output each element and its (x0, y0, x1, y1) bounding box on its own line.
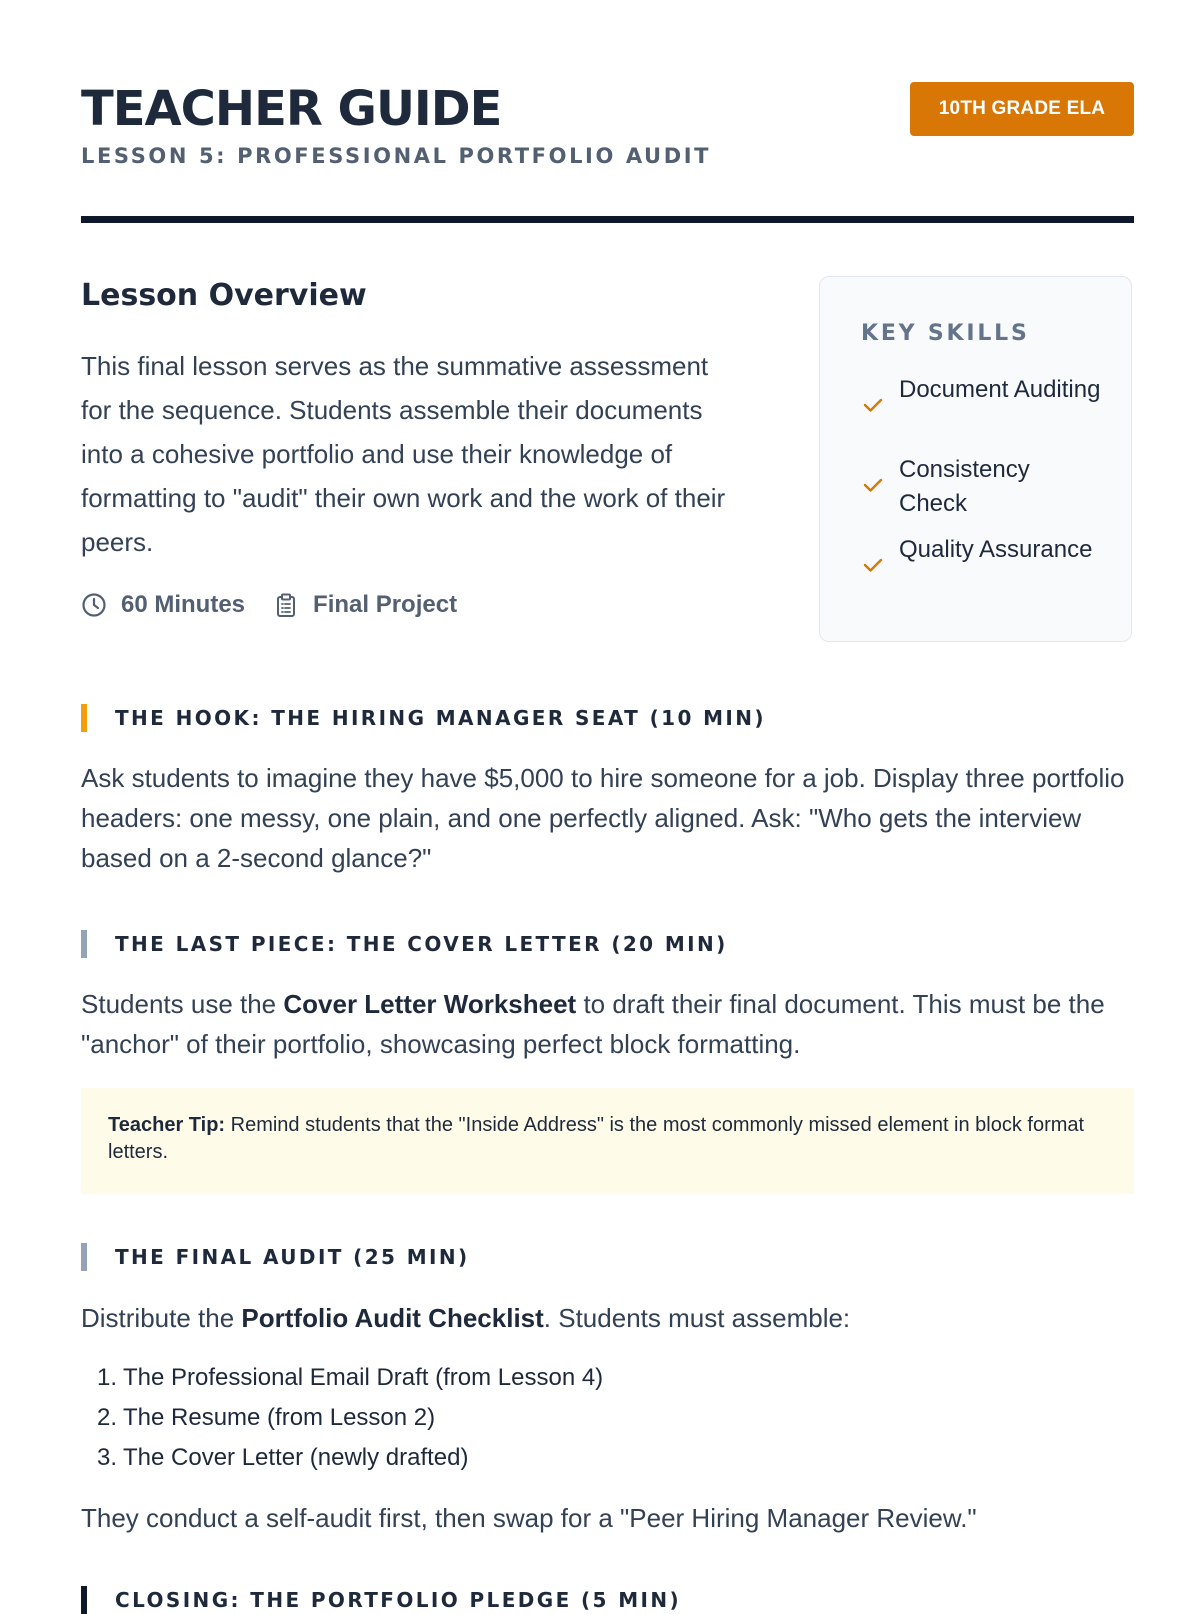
project-label: Final Project (313, 591, 458, 618)
list-item-text: The Cover Letter (newly drafted) (123, 1444, 469, 1471)
skill-label: Quality Assurance (899, 536, 1093, 563)
section-marker (81, 704, 87, 732)
key-skills-heading: KEY SKILLS (861, 321, 1030, 346)
final-audit-closing-text: They conduct a self-audit first, then swap for a "Peer Hiring Manager Review." (81, 1503, 977, 1533)
check-icon (861, 553, 885, 577)
skill-label: Consistency Check (899, 456, 1030, 517)
teacher-tip (81, 1088, 1134, 1194)
clipboard-icon (273, 592, 299, 618)
grade-badge: 10TH GRADE ELA (910, 82, 1134, 136)
list-item-text: The Professional Email Draft (from Lesson 4) (123, 1364, 604, 1391)
skill-item (861, 533, 1101, 577)
key-skills-box (819, 276, 1132, 642)
cover-letter-worksheet-name: Cover Letter Worksheet (283, 989, 577, 1019)
check-icon (861, 473, 885, 497)
check-icon (861, 393, 885, 417)
hook-heading-text: THE HOOK: THE HIRING MANAGER SEAT (10 MIN) (115, 706, 766, 730)
hook-text: Ask students to imagine they have $5,000 to hire someone for a job. Display three portfolio headers: one messy, one plain, and one perfectly aligned. Ask: "Who gets the interview based on a 2-second glance?" (81, 763, 1125, 873)
final-audit-text-after: . Students must assemble: (543, 1303, 851, 1333)
final-audit-text-before: Distribute the (81, 1303, 242, 1333)
list-item-text: The Resume (from Lesson 2) (123, 1404, 436, 1431)
project-meta (273, 591, 457, 619)
audit-checklist-name: Portfolio Audit Checklist (241, 1303, 544, 1333)
page-title: TEACHER GUIDE (81, 81, 502, 137)
final-audit-heading-text: THE FINAL AUDIT (25 MIN) (115, 1245, 470, 1269)
final-audit-text (81, 1298, 1134, 1338)
lesson-meta (81, 588, 485, 622)
section-marker (81, 1586, 87, 1614)
clock-icon (81, 592, 107, 618)
list-item: 2. The Resume (from Lesson 2) (81, 1398, 603, 1438)
final-audit-section-heading (81, 1243, 470, 1271)
skill-item (861, 373, 1101, 417)
header-divider (81, 216, 1134, 223)
closing-heading-text: CLOSING: THE PORTFOLIO PLEDGE (5 MIN) (115, 1588, 682, 1612)
cover-letter-heading-text: THE LAST PIECE: THE COVER LETTER (20 MIN) (115, 932, 728, 956)
section-marker (81, 930, 87, 958)
overview-text: This final lesson serves as the summative assessment for the sequence. Students assemble their documents into a cohesive portfolio and use their knowledge of formatting to "audit" their own work and the work of their peers. (81, 351, 726, 557)
portfolio-items-list (81, 1358, 603, 1478)
list-item: 1. The Professional Email Draft (from Lesson 4) (81, 1358, 603, 1398)
cover-letter-text-after: to draft their final document. This must be the "anchor" of their portfolio, showcasing perfect block formatting. (81, 989, 1105, 1059)
duration-meta (81, 591, 245, 619)
list-item: 3. The Cover Letter (newly drafted) (81, 1438, 603, 1478)
overview-heading: Lesson Overview (81, 278, 367, 313)
cover-letter-text (81, 984, 1134, 1064)
closing-section-heading (81, 1586, 681, 1614)
duration-label: 60 Minutes (121, 591, 246, 618)
cover-letter-text-before: Students use the (81, 989, 284, 1019)
section-marker (81, 1243, 87, 1271)
cover-letter-section-heading (81, 930, 728, 958)
skill-label: Document Auditing (899, 376, 1101, 403)
lesson-subtitle: LESSON 5: PROFESSIONAL PORTFOLIO AUDIT (81, 144, 712, 168)
guide-header (81, 80, 1134, 220)
skill-item (861, 453, 1101, 521)
teacher-tip-text: Remind students that the "Inside Address" is the most commonly missed element in block format letters. (108, 1114, 1085, 1163)
hook-section-heading (81, 704, 766, 732)
teacher-tip-label: Teacher Tip: (108, 1114, 226, 1136)
